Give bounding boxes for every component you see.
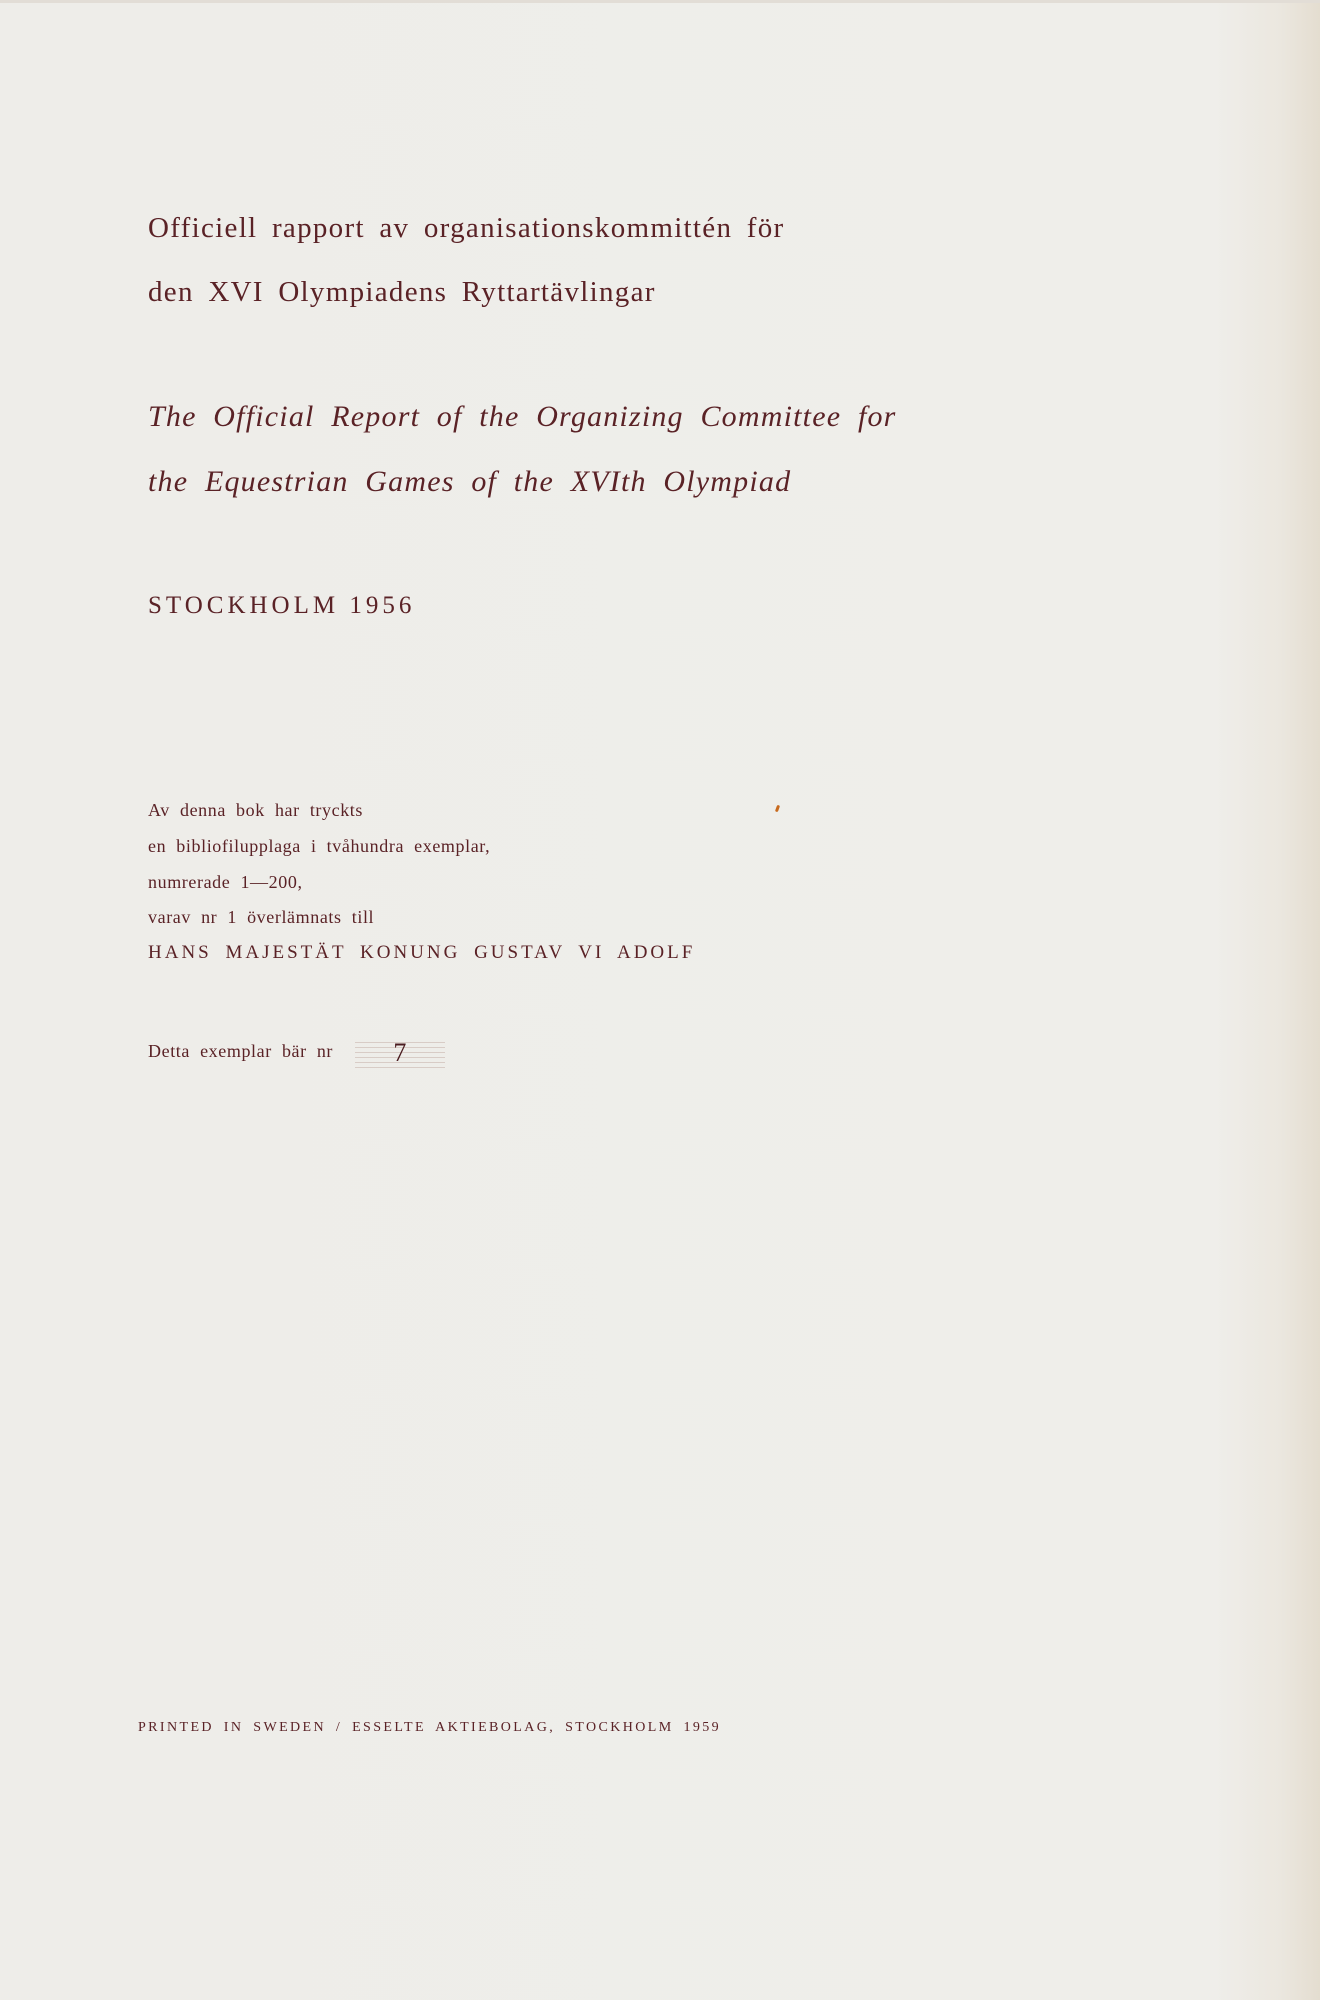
edition-note-line: Av denna bok har tryckts: [148, 800, 364, 820]
copy-number-value: 7: [355, 1038, 445, 1068]
edition-note-line: varav nr 1 överlämnats till: [148, 907, 375, 927]
imprint: PRINTED IN SWEDEN / ESSELTE AKTIEBOLAG, STOCKHOLM 1959: [138, 1720, 722, 1735]
english-title-line-2: the Equestrian Games of the XVIth Olympiad: [148, 465, 792, 498]
swedish-title-line-1: Officiell rapport av organisationskommittén för: [148, 212, 785, 244]
recipient: HANS MAJESTÄT KONUNG GUSTAV VI ADOLF: [148, 942, 696, 963]
edition-note-line: numrerade 1—200,: [148, 872, 303, 892]
english-title-line-1: The Official Report of the Organizing Committee for: [148, 400, 897, 433]
edition-note-line: en bibliofilupplaga i tvåhundra exemplar,: [148, 836, 491, 856]
copy-number-label: Detta exemplar bär nr: [148, 1041, 334, 1062]
page-edge: [0, 0, 1320, 3]
copy-number-row: [148, 1038, 445, 1068]
ink-speck: [775, 805, 780, 813]
swedish-title-line-2: den XVI Olympiadens Ryttartävlingar: [148, 276, 656, 308]
place-year: STOCKHOLM 1956: [148, 592, 416, 619]
